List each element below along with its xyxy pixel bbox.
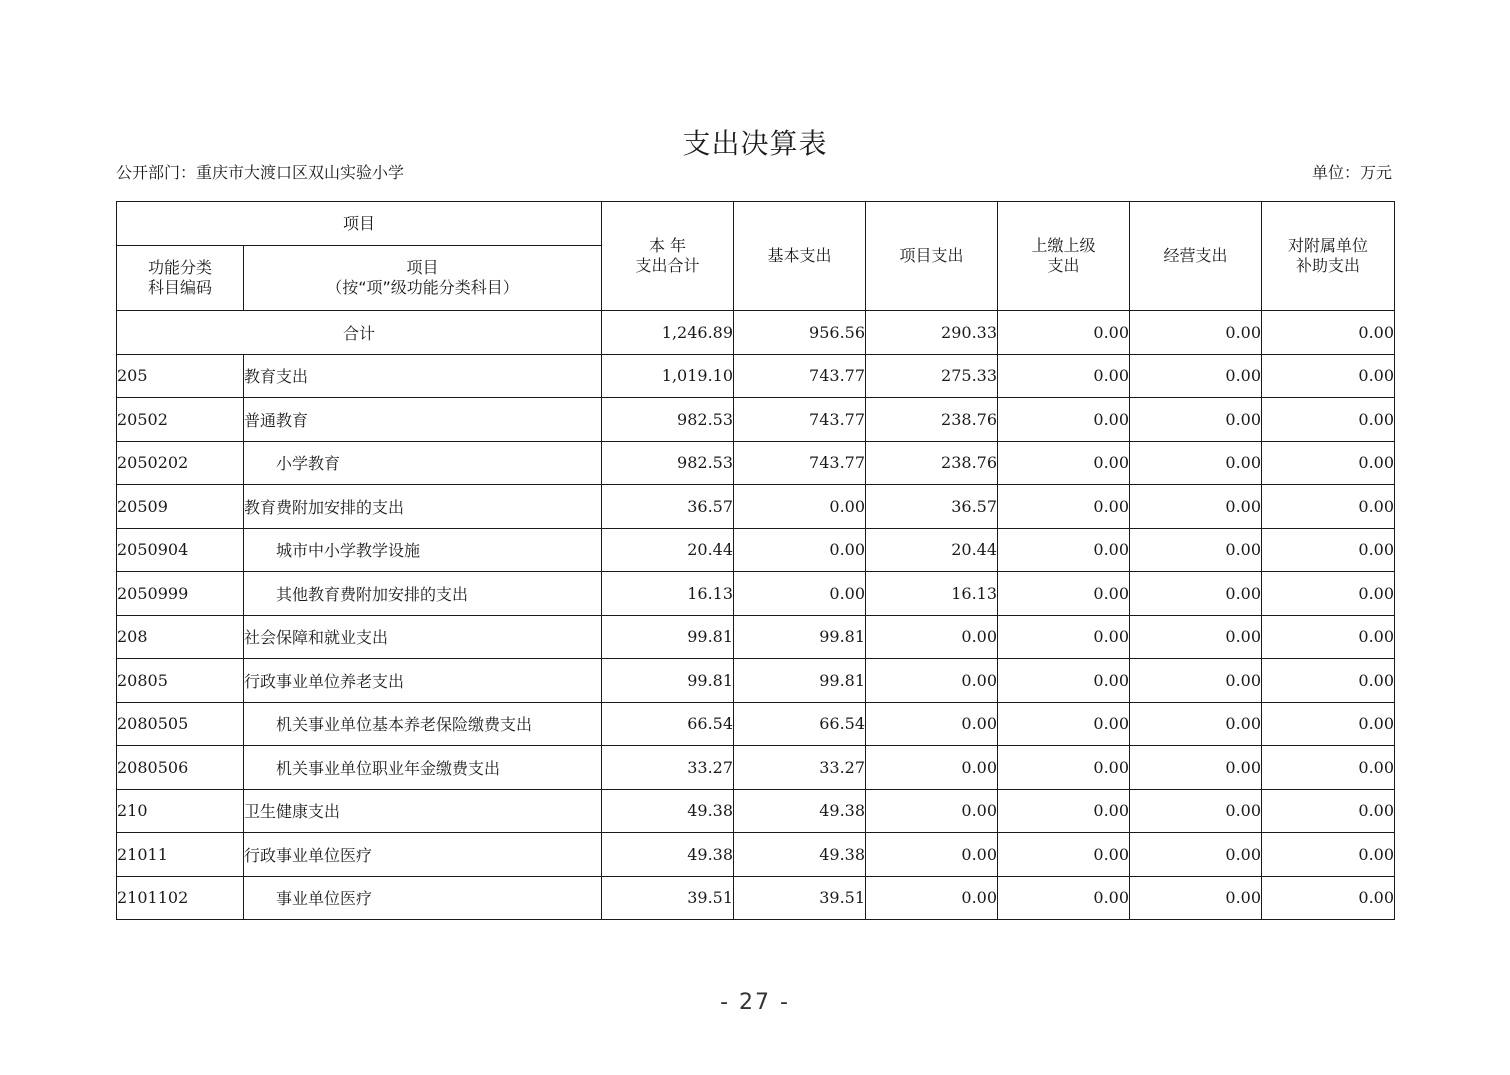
row-code: 208 xyxy=(117,615,244,659)
total-value: 956.56 xyxy=(734,311,866,355)
row-code: 20502 xyxy=(117,398,244,442)
total-value: 290.33 xyxy=(866,311,998,355)
row-value: 33.27 xyxy=(734,746,866,790)
row-value: 0.00 xyxy=(1262,833,1395,877)
row-value: 0.00 xyxy=(998,354,1130,398)
row-code: 2050999 xyxy=(117,572,244,616)
row-name: 小学教育 xyxy=(244,441,602,485)
row-value: 0.00 xyxy=(866,659,998,703)
row-value: 982.53 xyxy=(602,441,734,485)
row-value: 743.77 xyxy=(734,354,866,398)
header-name xyxy=(244,246,602,311)
row-value: 0.00 xyxy=(1262,615,1395,659)
table-row xyxy=(117,354,1395,398)
row-value: 0.00 xyxy=(998,485,1130,529)
table-row xyxy=(117,702,1395,746)
table-row xyxy=(117,572,1395,616)
header-basic: 基本支出 xyxy=(734,202,866,311)
row-name: 行政事业单位养老支出 xyxy=(244,659,602,703)
row-value: 49.38 xyxy=(602,789,734,833)
row-value: 743.77 xyxy=(734,441,866,485)
row-value: 0.00 xyxy=(866,789,998,833)
row-value: 0.00 xyxy=(1262,572,1395,616)
row-value: 238.76 xyxy=(866,398,998,442)
row-value: 0.00 xyxy=(1262,354,1395,398)
row-value: 99.81 xyxy=(734,615,866,659)
row-value: 0.00 xyxy=(1130,441,1262,485)
header-upper-line2: 支出 xyxy=(1047,256,1080,275)
row-value: 39.51 xyxy=(602,876,734,920)
row-value: 0.00 xyxy=(1262,746,1395,790)
table-body xyxy=(117,311,1395,920)
row-value: 0.00 xyxy=(998,702,1130,746)
row-value: 0.00 xyxy=(1130,659,1262,703)
table-row xyxy=(117,659,1395,703)
row-code: 2080506 xyxy=(117,746,244,790)
header-item-group: 项目 xyxy=(117,202,602,246)
header-upper-line1: 上缴上级 xyxy=(1031,236,1096,255)
row-name: 卫生健康支出 xyxy=(244,789,602,833)
row-value: 275.33 xyxy=(866,354,998,398)
row-value: 36.57 xyxy=(602,485,734,529)
header-operating: 经营支出 xyxy=(1130,202,1262,311)
row-value: 0.00 xyxy=(734,485,866,529)
row-name: 教育费附加安排的支出 xyxy=(244,485,602,529)
table-row xyxy=(117,789,1395,833)
row-name: 普通教育 xyxy=(244,398,602,442)
header-project: 项目支出 xyxy=(866,202,998,311)
row-value: 16.13 xyxy=(602,572,734,616)
row-value: 16.13 xyxy=(866,572,998,616)
table-row xyxy=(117,485,1395,529)
row-code: 205 xyxy=(117,354,244,398)
row-code: 2101102 xyxy=(117,876,244,920)
header-name-line2: （按“项”级功能分类科目） xyxy=(326,278,519,297)
row-value: 0.00 xyxy=(866,702,998,746)
table-row xyxy=(117,833,1395,877)
row-value: 20.44 xyxy=(602,528,734,572)
row-value: 49.38 xyxy=(734,833,866,877)
row-name: 其他教育费附加安排的支出 xyxy=(244,572,602,616)
header-row-1 xyxy=(117,202,1395,246)
row-value: 0.00 xyxy=(1262,659,1395,703)
row-name: 城市中小学教学设施 xyxy=(244,528,602,572)
row-value: 0.00 xyxy=(998,659,1130,703)
row-value: 0.00 xyxy=(866,876,998,920)
row-value: 0.00 xyxy=(866,615,998,659)
row-value: 238.76 xyxy=(866,441,998,485)
row-code: 2080505 xyxy=(117,702,244,746)
row-value: 1,019.10 xyxy=(602,354,734,398)
row-value: 0.00 xyxy=(1262,485,1395,529)
header-subsidy-line1: 对附属单位 xyxy=(1288,236,1369,255)
expenditure-table xyxy=(116,201,1395,920)
row-value: 49.38 xyxy=(734,789,866,833)
row-value: 99.81 xyxy=(602,659,734,703)
row-value: 0.00 xyxy=(1130,746,1262,790)
row-value: 0.00 xyxy=(1262,528,1395,572)
total-label: 合计 xyxy=(117,311,602,355)
table-row xyxy=(117,746,1395,790)
row-value: 66.54 xyxy=(734,702,866,746)
row-value: 0.00 xyxy=(1130,572,1262,616)
row-code: 2050202 xyxy=(117,441,244,485)
table-row xyxy=(117,398,1395,442)
row-value: 0.00 xyxy=(1262,441,1395,485)
row-name: 机关事业单位基本养老保险缴费支出 xyxy=(244,702,602,746)
row-value: 0.00 xyxy=(866,746,998,790)
row-value: 0.00 xyxy=(866,833,998,877)
row-code: 2050904 xyxy=(117,528,244,572)
row-value: 0.00 xyxy=(1130,354,1262,398)
header-name-line1: 项目 xyxy=(406,258,439,277)
row-value: 0.00 xyxy=(1130,789,1262,833)
header-subsidy xyxy=(1262,202,1395,311)
row-value: 0.00 xyxy=(1130,876,1262,920)
row-value: 99.81 xyxy=(734,659,866,703)
header-total-line2: 支出合计 xyxy=(635,256,700,275)
row-value: 0.00 xyxy=(998,833,1130,877)
row-value: 0.00 xyxy=(998,746,1130,790)
row-value: 33.27 xyxy=(602,746,734,790)
row-value: 0.00 xyxy=(998,876,1130,920)
total-value: 0.00 xyxy=(998,311,1130,355)
row-value: 0.00 xyxy=(1130,615,1262,659)
row-name: 事业单位医疗 xyxy=(244,876,602,920)
header-code xyxy=(117,246,244,311)
row-value: 0.00 xyxy=(1262,398,1395,442)
header-total-line1: 本 年 xyxy=(648,236,687,255)
row-value: 49.38 xyxy=(602,833,734,877)
row-code: 210 xyxy=(117,789,244,833)
row-value: 20.44 xyxy=(866,528,998,572)
total-value: 0.00 xyxy=(1130,311,1262,355)
row-value: 0.00 xyxy=(998,528,1130,572)
row-value: 0.00 xyxy=(1262,789,1395,833)
row-value: 982.53 xyxy=(602,398,734,442)
row-value: 743.77 xyxy=(734,398,866,442)
row-value: 0.00 xyxy=(734,572,866,616)
row-value: 0.00 xyxy=(998,789,1130,833)
table-row xyxy=(117,441,1395,485)
row-code: 20509 xyxy=(117,485,244,529)
total-value: 1,246.89 xyxy=(602,311,734,355)
header-subsidy-line2: 补助支出 xyxy=(1296,256,1361,275)
row-value: 99.81 xyxy=(602,615,734,659)
row-value: 0.00 xyxy=(1130,702,1262,746)
row-value: 0.00 xyxy=(1130,485,1262,529)
header-upper xyxy=(998,202,1130,311)
row-code: 21011 xyxy=(117,833,244,877)
table-row xyxy=(117,876,1395,920)
page-number: - 27 - xyxy=(720,990,790,1015)
table-row xyxy=(117,615,1395,659)
header-total xyxy=(602,202,734,311)
row-name: 机关事业单位职业年金缴费支出 xyxy=(244,746,602,790)
row-name: 教育支出 xyxy=(244,354,602,398)
row-value: 0.00 xyxy=(1130,833,1262,877)
page-title: 支出决算表 xyxy=(682,127,828,160)
row-value: 39.51 xyxy=(734,876,866,920)
row-name: 行政事业单位医疗 xyxy=(244,833,602,877)
row-value: 0.00 xyxy=(998,398,1130,442)
row-value: 0.00 xyxy=(1130,398,1262,442)
row-value: 0.00 xyxy=(1262,702,1395,746)
total-row xyxy=(117,311,1395,355)
unit-label: 单位：万元 xyxy=(1311,163,1392,182)
row-name: 社会保障和就业支出 xyxy=(244,615,602,659)
table-row xyxy=(117,528,1395,572)
total-value: 0.00 xyxy=(1262,311,1395,355)
row-value: 0.00 xyxy=(734,528,866,572)
row-value: 0.00 xyxy=(998,441,1130,485)
row-value: 0.00 xyxy=(1130,528,1262,572)
row-value: 66.54 xyxy=(602,702,734,746)
department-label: 公开部门：重庆市大渡口区双山实验小学 xyxy=(116,163,405,182)
row-value: 0.00 xyxy=(998,615,1130,659)
row-value: 0.00 xyxy=(998,572,1130,616)
row-code: 20805 xyxy=(117,659,244,703)
row-value: 36.57 xyxy=(866,485,998,529)
header-code-line1: 功能分类 xyxy=(147,258,212,277)
header-code-line2: 科目编码 xyxy=(147,278,212,297)
row-value: 0.00 xyxy=(1262,876,1395,920)
